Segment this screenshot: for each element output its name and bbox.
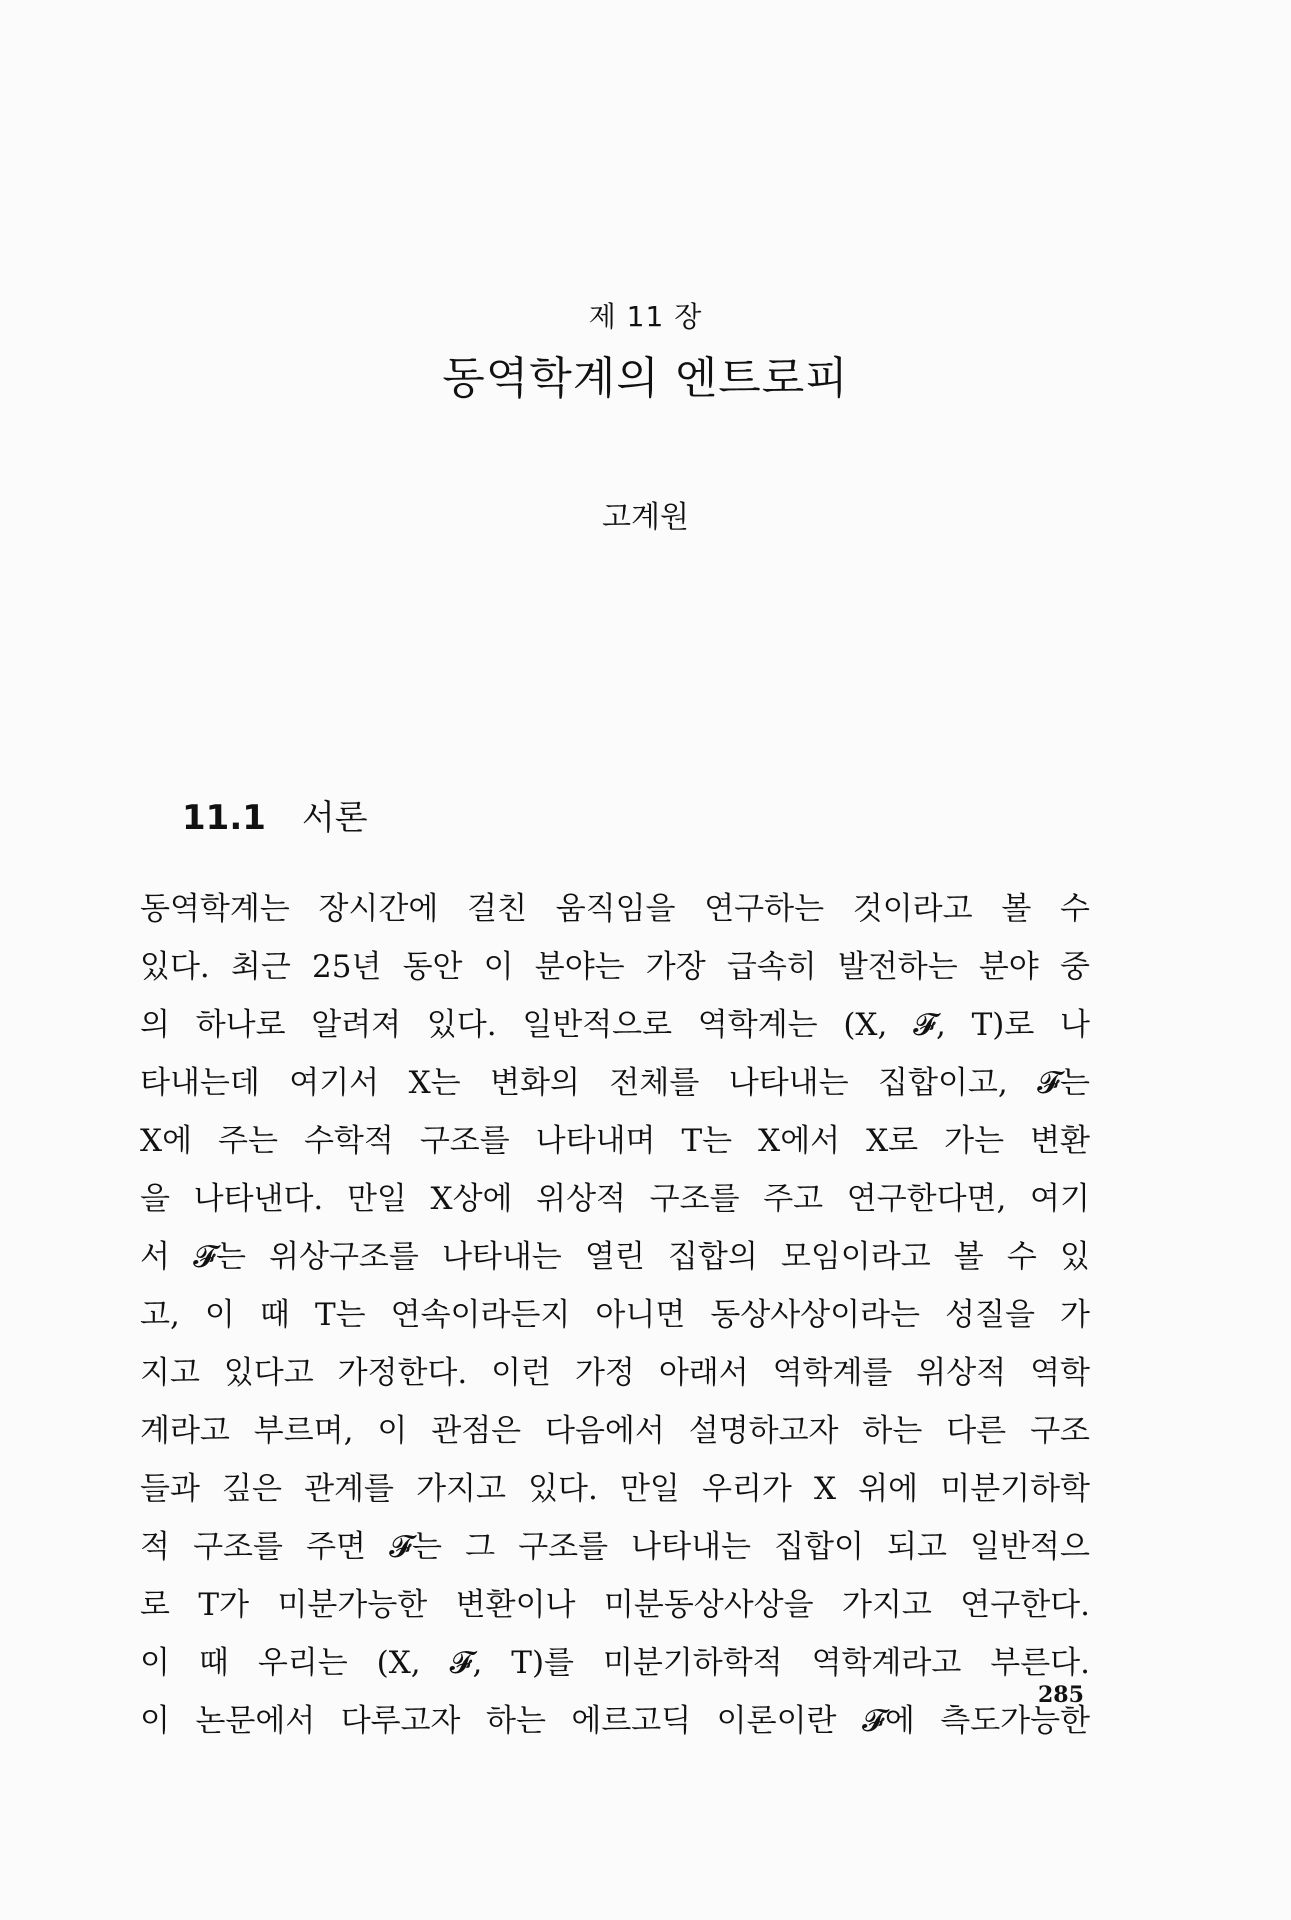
word: 장시간에	[318, 891, 439, 927]
word: 다루고자	[340, 1703, 461, 1739]
word: (X,	[376, 1645, 421, 1681]
word: T)로	[971, 1007, 1035, 1043]
word: 이	[140, 1703, 170, 1739]
word: X에	[140, 1123, 193, 1159]
word: 가장	[645, 949, 706, 985]
word: 동역학계는	[140, 891, 290, 927]
word: 고,	[140, 1297, 180, 1333]
word: 그	[465, 1529, 496, 1565]
word: 𝓕,	[449, 1645, 483, 1681]
text-line	[140, 1228, 1090, 1286]
word: 관점은	[431, 1413, 522, 1449]
word: 것이라고	[852, 891, 973, 927]
body-paragraph	[140, 880, 1090, 1750]
word: 서	[140, 1239, 170, 1275]
word: 위에	[858, 1471, 919, 1507]
word: 볼	[953, 1239, 984, 1275]
section-number: 11.1	[182, 798, 266, 838]
word: 알려져	[311, 1007, 402, 1043]
word: 일반적으로	[522, 1007, 673, 1043]
word: 때	[259, 1297, 290, 1333]
text-line	[140, 938, 1090, 996]
word: 있다.	[528, 1471, 598, 1507]
word: 계라고	[140, 1413, 230, 1449]
word: 나타내며	[535, 1123, 656, 1159]
word: 수	[1006, 1239, 1037, 1275]
word: 구조를	[193, 1529, 283, 1565]
word: 되고	[887, 1529, 947, 1565]
word: 미분동상사상을	[603, 1587, 814, 1623]
word: 전체를	[609, 1065, 700, 1101]
word: 위상적	[536, 1181, 626, 1217]
word: 𝓕는	[1037, 1065, 1090, 1101]
word: T는	[314, 1297, 366, 1333]
word: 구조를	[419, 1123, 510, 1159]
text-line	[140, 880, 1090, 938]
word: 미분기하학적	[602, 1645, 783, 1681]
word: (X,	[843, 1007, 888, 1043]
word: 최근	[230, 949, 291, 985]
word: 연속이라든지	[390, 1297, 571, 1333]
word: X상에	[430, 1181, 513, 1217]
word: 변환이나	[455, 1587, 576, 1623]
word: 집합이고,	[878, 1065, 1008, 1101]
word: 가	[1059, 1297, 1090, 1333]
word: 변환	[1030, 1123, 1090, 1159]
word: 위상적	[916, 1355, 1007, 1391]
word: 가정한다.	[337, 1355, 468, 1391]
word: 동상사상이라는	[710, 1297, 920, 1333]
word: 측도가능한	[940, 1703, 1090, 1739]
text-line	[140, 1518, 1090, 1576]
word: 동안	[402, 949, 463, 985]
word: 움직임을	[555, 891, 676, 927]
word: 𝓕는	[389, 1529, 442, 1565]
word: 만일	[346, 1181, 407, 1217]
word: 로	[140, 1587, 170, 1623]
chapter-title: 동역학계의 엔트로피	[442, 353, 849, 404]
word: 분야는	[534, 949, 625, 985]
word: 을	[140, 1181, 170, 1217]
word: 분야	[978, 949, 1039, 985]
section-title: 서론	[301, 798, 368, 838]
word: 걸친	[467, 891, 527, 927]
word: 수학적	[303, 1123, 394, 1159]
word: 우리는	[257, 1645, 348, 1681]
word: 하나로	[195, 1007, 286, 1043]
word: 부른다.	[990, 1645, 1090, 1681]
word: 다음에서	[545, 1413, 665, 1449]
word: 다른	[946, 1413, 1007, 1449]
word: 적	[140, 1529, 170, 1565]
word: 관계를	[304, 1471, 394, 1507]
author-name: 고계원	[602, 500, 689, 535]
word: 나타내는	[441, 1239, 562, 1275]
word: 아니면	[595, 1297, 686, 1333]
word: 𝓕는	[193, 1239, 246, 1275]
word: 역학	[1030, 1355, 1090, 1391]
word: X로	[866, 1123, 919, 1159]
word: 여기서	[289, 1065, 380, 1101]
word: 일반적으	[970, 1529, 1090, 1565]
word: 가지고	[842, 1587, 932, 1623]
word: 25년	[312, 949, 382, 985]
word: 성질을	[945, 1297, 1035, 1333]
word: 부르며,	[253, 1413, 354, 1449]
word: 모임이라고	[780, 1239, 931, 1275]
word: T)를	[511, 1645, 574, 1681]
word: 하는	[862, 1413, 923, 1449]
text-line	[140, 1692, 1090, 1750]
text-line	[140, 1054, 1090, 1112]
word: 역학계는	[697, 1007, 818, 1043]
word: T가	[198, 1587, 250, 1623]
word: 볼	[1001, 891, 1032, 927]
text-line	[140, 1286, 1090, 1344]
word: 구조를	[518, 1529, 609, 1565]
word: 여기	[1030, 1181, 1090, 1217]
word: 나타낸다.	[193, 1181, 324, 1217]
word: 𝓕,	[913, 1007, 946, 1043]
word: 𝓕에	[861, 1703, 915, 1739]
word: 가지고	[416, 1471, 506, 1507]
word: 연구한다면,	[846, 1181, 1007, 1217]
chapter-label: 제 11 장	[588, 300, 703, 333]
word: 타내는데	[140, 1065, 260, 1101]
word: 들과	[140, 1471, 200, 1507]
text-line	[140, 1634, 1090, 1692]
text-line	[140, 996, 1090, 1054]
word: 집합의	[667, 1239, 758, 1275]
text-line	[140, 1112, 1090, 1170]
word: 수	[1060, 891, 1090, 927]
word: 의	[140, 1007, 170, 1043]
word: 아래서	[658, 1355, 749, 1391]
word: 만일	[619, 1471, 680, 1507]
word: 있다고	[223, 1355, 314, 1391]
word: 변화의	[490, 1065, 580, 1101]
word: 설명하고자	[688, 1413, 839, 1449]
word: 에르고딕	[571, 1703, 692, 1739]
text-line	[140, 1402, 1090, 1460]
word: 이런	[491, 1355, 552, 1391]
word: 이	[377, 1413, 408, 1449]
word: 주면	[306, 1529, 366, 1565]
word: 집합이	[774, 1529, 864, 1565]
word: 가정	[574, 1355, 635, 1391]
word: 이	[204, 1297, 235, 1333]
word: X는	[408, 1065, 461, 1101]
word: X	[813, 1471, 837, 1507]
text-line	[140, 1170, 1090, 1228]
word: 주고	[763, 1181, 824, 1217]
word: 나	[1060, 1007, 1090, 1043]
word: 발전하는	[837, 949, 958, 985]
word: 논문에서	[195, 1703, 316, 1739]
word: 미분가능한	[277, 1587, 428, 1623]
section-heading	[182, 790, 368, 839]
text-line	[140, 1460, 1090, 1518]
word: 있다.	[140, 949, 210, 985]
word: T는	[681, 1123, 733, 1159]
word: 연구하는	[704, 891, 825, 927]
word: 가는	[944, 1123, 1005, 1159]
word: 하는	[486, 1703, 546, 1739]
word: 때	[198, 1645, 229, 1681]
word: 우리가	[702, 1471, 792, 1507]
word: 구조	[1030, 1413, 1090, 1449]
word: 나타내는	[631, 1529, 751, 1565]
word: 중	[1059, 949, 1090, 985]
word: X에서	[758, 1123, 841, 1159]
word: 깊은	[222, 1471, 282, 1507]
word: 위상구조를	[269, 1239, 419, 1275]
word: 이	[140, 1645, 170, 1681]
word: 미분기하학	[940, 1471, 1090, 1507]
text-line	[140, 1344, 1090, 1402]
word: 있	[1059, 1239, 1090, 1275]
word: 이	[483, 949, 514, 985]
word: 역학계를	[772, 1355, 893, 1391]
word: 있다.	[426, 1007, 497, 1043]
word: 역학계라고	[811, 1645, 962, 1681]
word: 주는	[218, 1123, 278, 1159]
word: 이론이란	[716, 1703, 837, 1739]
text-line	[140, 1576, 1090, 1634]
word: 열린	[584, 1239, 645, 1275]
word: 지고	[140, 1355, 200, 1391]
word: 나타내는	[728, 1065, 849, 1101]
word: 연구한다.	[960, 1587, 1090, 1623]
word: 구조를	[649, 1181, 740, 1217]
page-number: 285	[1038, 1682, 1084, 1708]
word: 급속히	[726, 949, 817, 985]
